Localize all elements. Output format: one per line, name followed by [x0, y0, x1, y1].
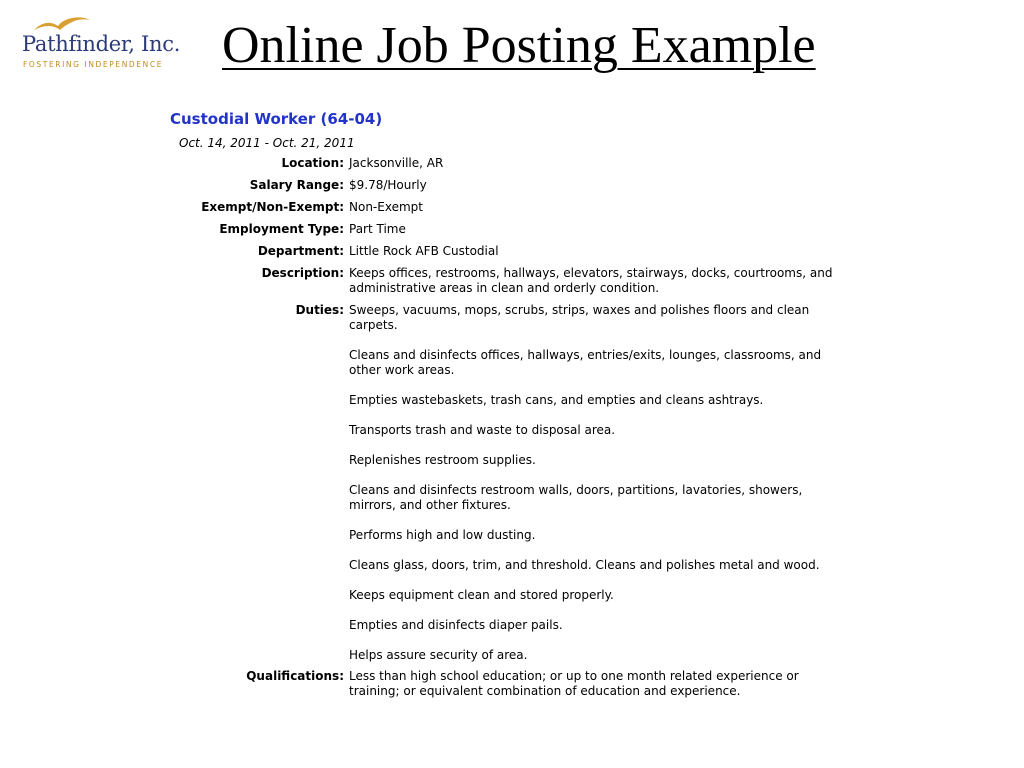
pathfinder-logo: [22, 14, 192, 74]
field-row-qualifications: [170, 669, 849, 699]
job-fields-table: [170, 156, 849, 699]
bird-swoosh-icon: [32, 14, 92, 34]
field-value: $9.78/Hourly: [349, 178, 427, 192]
field-label: Employment Type:: [219, 222, 344, 236]
duty-item: Cleans and disinfects offices, hallways, entries/exits, lounges, classrooms, and other work areas.: [349, 348, 822, 377]
logo-tagline: FOSTERING INDEPENDENCE: [23, 60, 164, 69]
duty-item: Empties and disinfects diaper pails.: [349, 618, 563, 632]
field-value: Less than high school education; or up to one month related experience or training; or equivalent combination of education and experience.: [349, 669, 799, 698]
field-row-department: [170, 244, 849, 266]
duty-item: Transports trash and waste to disposal area.: [349, 423, 616, 437]
duties-list: [349, 303, 849, 669]
field-label: Location:: [281, 156, 344, 170]
field-label: Description:: [261, 266, 344, 280]
field-label: Department:: [257, 244, 344, 258]
duty-item: Keeps equipment clean and stored properly.: [349, 588, 614, 602]
field-row-duties: [170, 303, 849, 669]
field-row-location: [170, 156, 849, 178]
field-row-exempt: [170, 200, 849, 222]
field-value: Keeps offices, restrooms, hallways, elevators, stairways, docks, courtrooms, and administrative areas in clean and orderly condition.: [349, 266, 833, 295]
duty-item: Helps assure security of area.: [349, 648, 528, 662]
logo-name: Pathfinder, Inc.: [22, 32, 181, 56]
slide-title: Online Job Posting Example: [222, 17, 816, 74]
duty-item: Cleans glass, doors, trim, and threshold. Cleans and polishes metal and wood.: [349, 558, 820, 572]
duty-item: Empties wastebaskets, trash cans, and empties and cleans ashtrays.: [349, 393, 764, 407]
job-title[interactable]: Custodial Worker (64-04): [170, 110, 383, 128]
field-label: Exempt/Non-Exempt:: [201, 200, 344, 214]
duty-item: Replenishes restroom supplies.: [349, 453, 536, 467]
field-row-employment-type: [170, 222, 849, 244]
field-value: Part Time: [349, 222, 406, 236]
job-dates: Oct. 14, 2011 - Oct. 21, 2011: [179, 136, 355, 150]
job-posting: [170, 108, 860, 699]
field-row-salary: [170, 178, 849, 200]
field-label: Salary Range:: [249, 178, 344, 192]
field-value: Jacksonville, AR: [349, 156, 444, 170]
field-value: Non-Exempt: [349, 200, 423, 214]
field-value: Little Rock AFB Custodial: [349, 244, 499, 258]
field-label: Qualifications:: [246, 669, 344, 683]
field-label: Duties:: [295, 303, 344, 317]
duty-item: Sweeps, vacuums, mops, scrubs, strips, waxes and polishes floors and clean carpets.: [349, 303, 810, 332]
duty-item: Cleans and disinfects restroom walls, doors, partitions, lavatories, showers, mirrors, and other fixtures.: [349, 483, 803, 512]
field-row-description: [170, 266, 849, 303]
duty-item: Performs high and low dusting.: [349, 528, 536, 542]
